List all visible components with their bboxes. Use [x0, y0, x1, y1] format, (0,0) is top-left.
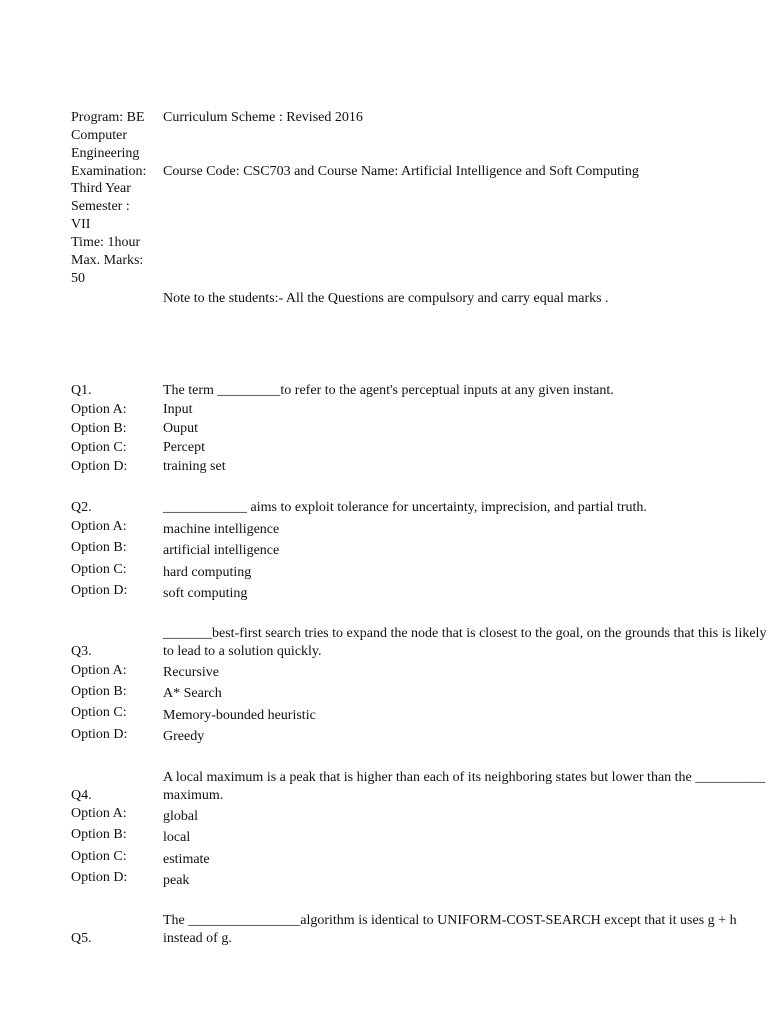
curriculum-scheme: Curriculum Scheme : Revised 2016 — [163, 110, 363, 125]
option-c-text: estimate — [163, 852, 210, 867]
option-a-text: machine intelligence — [163, 522, 280, 537]
option-a-label: Option A: — [71, 663, 127, 678]
question-text: The term _________to refer to the agent's perceptual inputs at any given instant. — [163, 383, 614, 398]
max-marks-label: Max. Marks: — [71, 253, 144, 268]
option-c-label: Option C: — [71, 705, 127, 720]
question-label: Q5. — [71, 931, 92, 946]
option-d-label: Option D: — [71, 583, 128, 598]
question-text: _______best-first search tries to expand the node that is closest to the goal, on the grounds that this is likely to lead to a solution quickly. — [163, 626, 767, 659]
year-line: Third Year — [71, 181, 131, 196]
option-c-label: Option C: — [71, 562, 127, 577]
option-b-label: Option B: — [71, 827, 127, 842]
students-note: Note to the students:- All the Questions are compulsory and carry equal marks . — [163, 291, 609, 306]
option-c-label: Option C: — [71, 849, 127, 864]
option-b-text: Ouput — [163, 421, 198, 436]
option-a-text: Recursive — [163, 665, 219, 680]
semester-label: Semester : — [71, 199, 130, 214]
option-d-label: Option D: — [71, 870, 128, 885]
option-b-text: A* Search — [163, 686, 222, 701]
option-a-text: Input — [163, 402, 193, 417]
option-a-text: global — [163, 809, 198, 824]
question-text: The ________________algorithm is identical to UNIFORM-COST-SEARCH except that it uses g + h instead of g. — [163, 913, 737, 946]
option-b-text: artificial intelligence — [163, 543, 280, 558]
examination-label: Examination: — [71, 164, 147, 179]
max-marks-value: 50 — [71, 271, 85, 286]
option-b-label: Option B: — [71, 540, 127, 555]
option-a-label: Option A: — [71, 519, 127, 534]
semester-value: VII — [71, 217, 91, 232]
program-line: Engineering — [71, 146, 140, 161]
option-d-label: Option D: — [71, 727, 128, 742]
option-b-label: Option B: — [71, 684, 127, 699]
question-text: A local maximum is a peak that is higher than each of its neighboring states but lower than the __________ maximum. — [163, 770, 766, 803]
option-c-text: hard computing — [163, 565, 252, 580]
question-label: Q1. — [71, 383, 92, 398]
question-label: Q2. — [71, 500, 92, 515]
option-d-text: peak — [163, 873, 190, 888]
option-b-label: Option B: — [71, 421, 127, 436]
option-d-text: soft computing — [163, 586, 248, 601]
question-text: ____________ aims to exploit tolerance for uncertainty, imprecision, and partial truth. — [163, 500, 647, 515]
option-c-label: Option C: — [71, 440, 127, 455]
option-d-text: training set — [163, 459, 226, 474]
option-d-label: Option D: — [71, 459, 128, 474]
option-d-text: Greedy — [163, 729, 205, 744]
time-line: Time: 1hour — [71, 235, 141, 250]
program-line: Program: BE — [71, 110, 145, 125]
question-label: Q4. — [71, 788, 92, 803]
option-a-label: Option A: — [71, 402, 127, 417]
course-info: Course Code: CSC703 and Course Name: Artificial Intelligence and Soft Computing — [163, 164, 639, 179]
option-a-label: Option A: — [71, 806, 127, 821]
question-label: Q3. — [71, 644, 92, 659]
option-c-text: Percept — [163, 440, 205, 455]
program-line: Computer — [71, 128, 127, 143]
option-b-text: local — [163, 830, 191, 845]
option-c-text: Memory-bounded heuristic — [163, 708, 316, 723]
